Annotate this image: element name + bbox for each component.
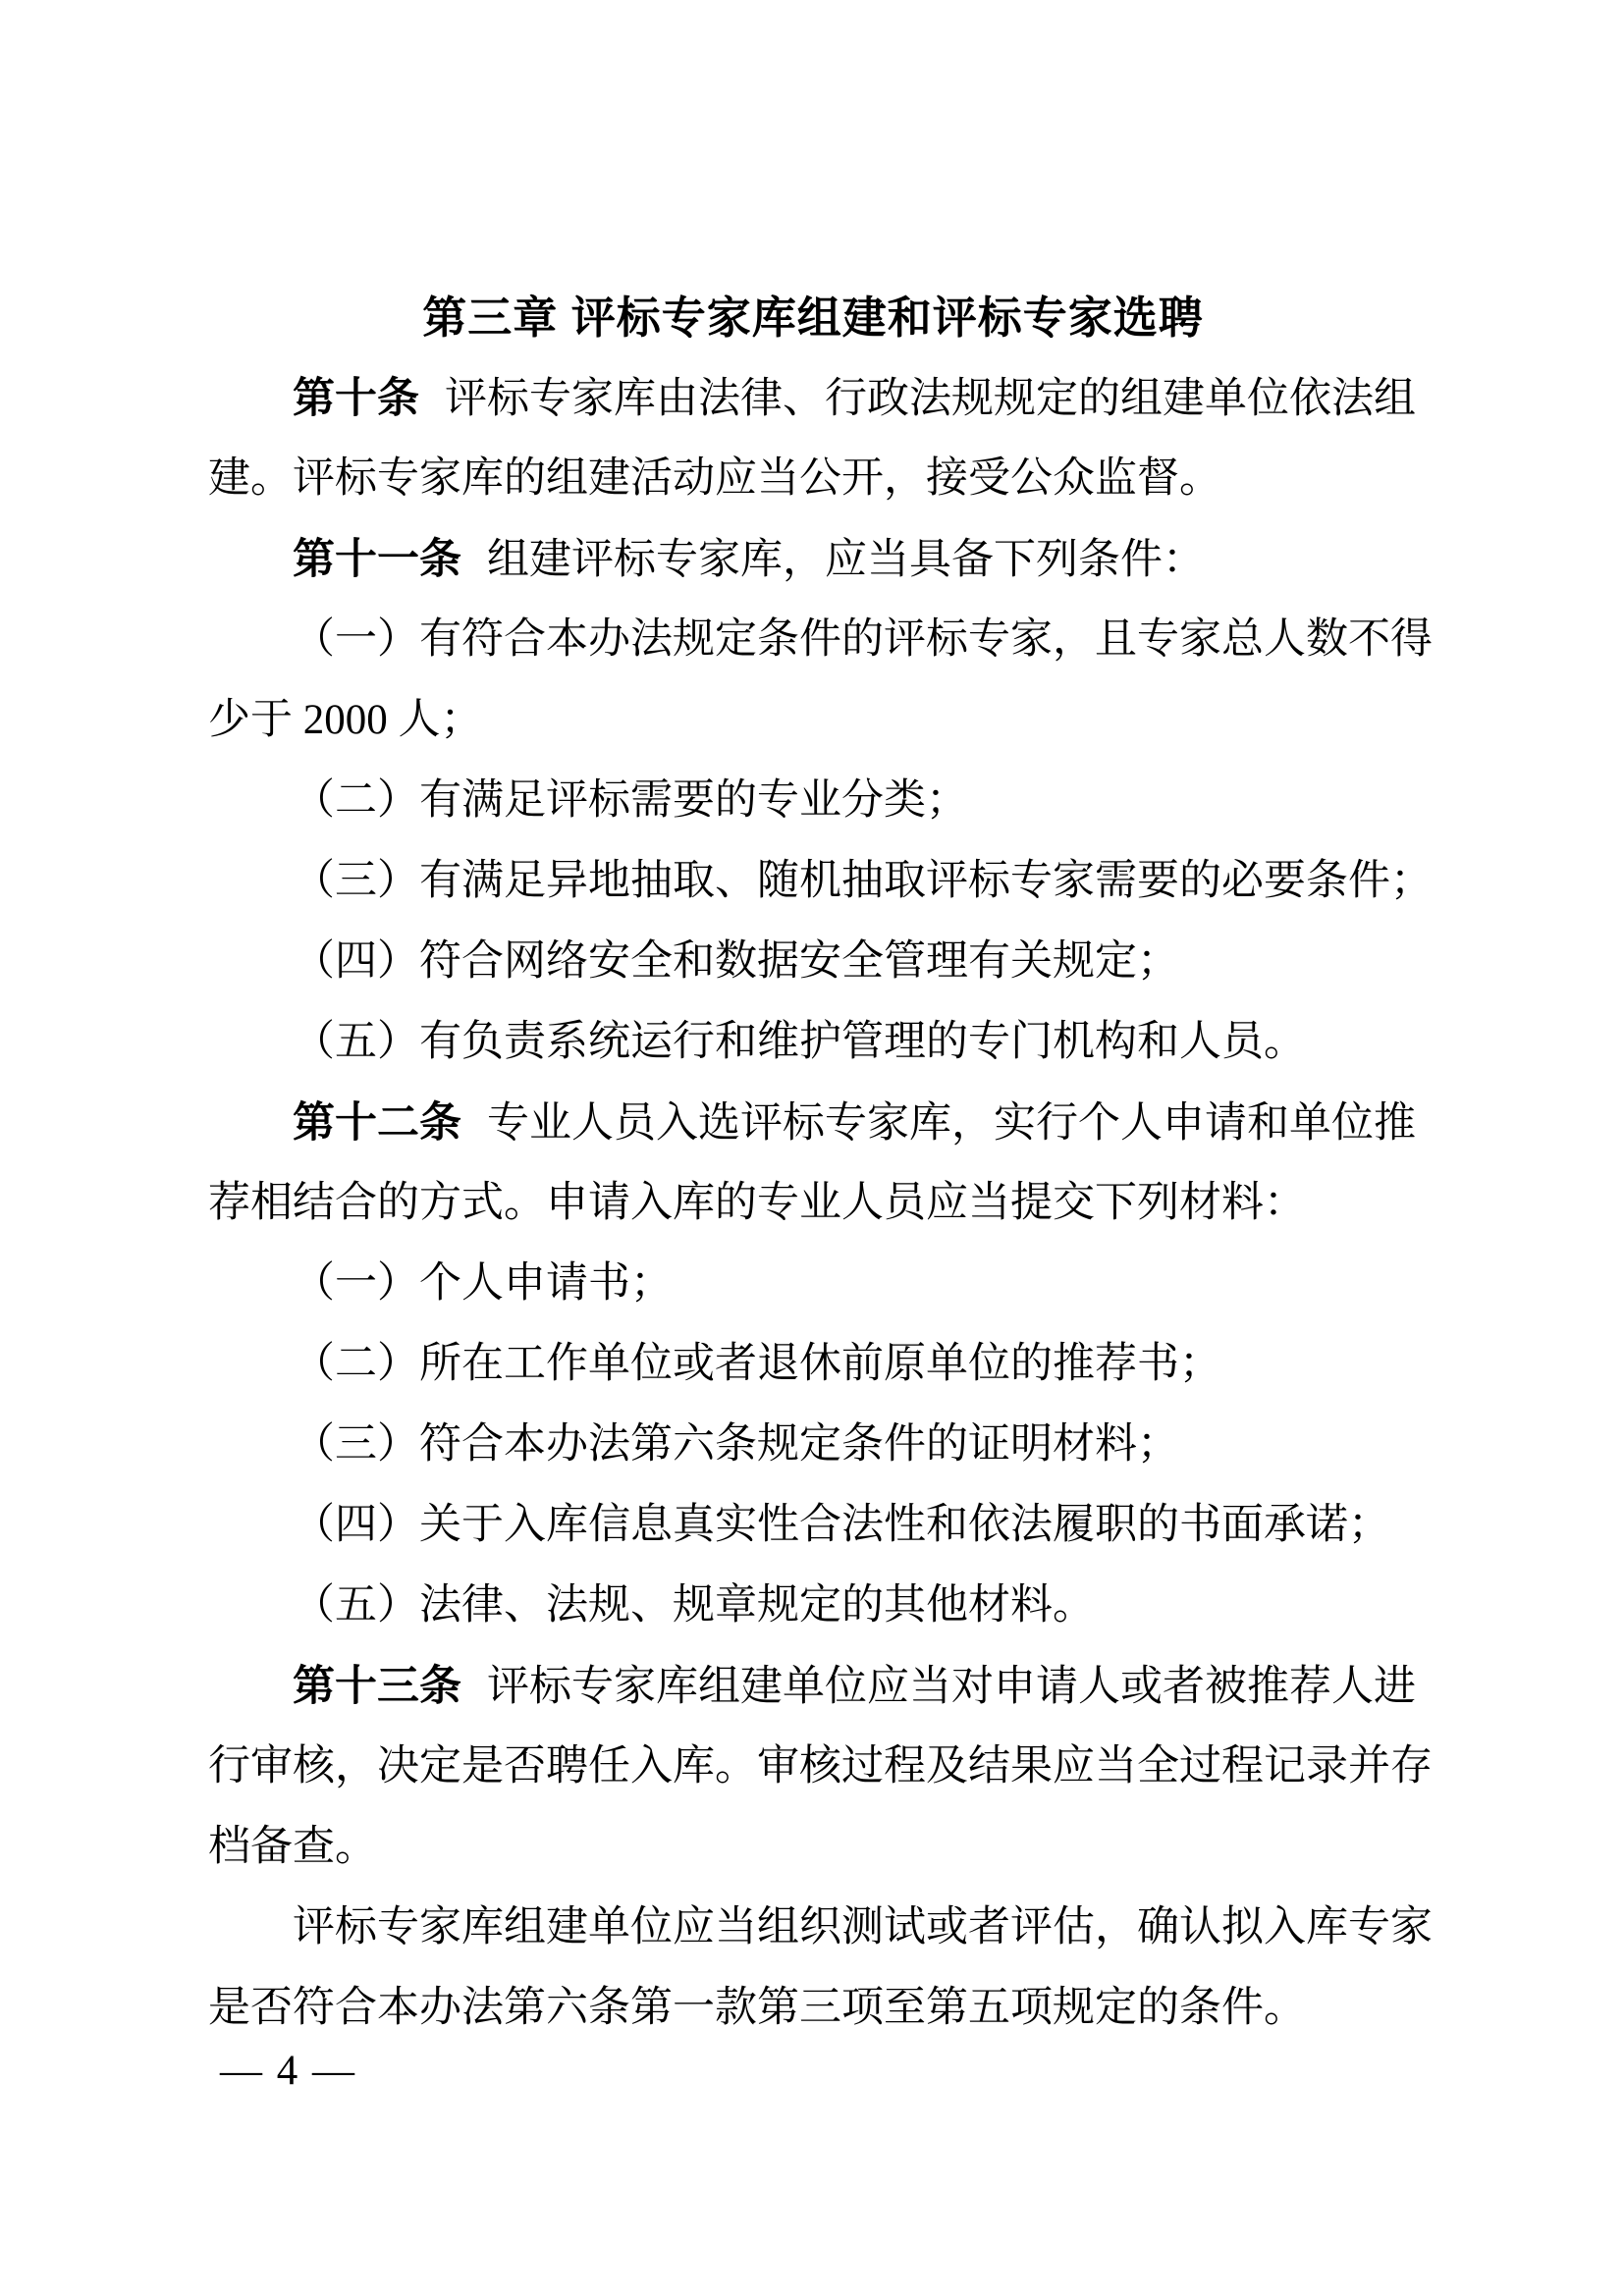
- line-text: （三）符合本办法第六条规定条件的证明材料；: [293, 1421, 1179, 1468]
- line-text: 是否符合本办法第六条第一款第三项至第五项规定的条件。: [208, 1985, 1306, 2031]
- text-line: [208, 1163, 1418, 1244]
- line-text: 评标专家库由法律、行政法规规定的组建单位依法组: [445, 376, 1416, 422]
- text-line: [208, 1083, 1418, 1163]
- line-text: （四）符合网络安全和数据安全管理有关规定；: [293, 938, 1179, 985]
- line-text: 行审核，决定是否聘任入库。审核过程及结果应当全过程记录并存: [208, 1743, 1433, 1789]
- text-line: [208, 519, 1418, 600]
- line-text: 档备查。: [208, 1824, 377, 1870]
- text-line: [208, 1566, 1418, 1646]
- chapter-title: 第三章 评标专家库组建和评标专家选聘: [422, 293, 1204, 343]
- line-text: 评标专家库组建单位应当组织测试或者评估，确认拟入库专家: [293, 1904, 1433, 1950]
- text-line: [208, 1807, 1418, 1888]
- text-line: [208, 680, 1418, 761]
- line-text: （一）个人申请书；: [293, 1260, 673, 1307]
- text-line: [208, 600, 1433, 680]
- text-line: [208, 1002, 1418, 1083]
- text-line: [208, 1244, 1418, 1324]
- line-text: （四）关于入库信息真实性合法性和依法履职的书面承诺；: [293, 1502, 1390, 1548]
- text-line: [208, 1646, 1418, 1727]
- line-text: （五）有负责系统运行和维护管理的专门机构和人员。: [293, 1019, 1306, 1065]
- body-lines: [208, 358, 1433, 2049]
- article-number: 第十三条: [293, 1663, 461, 1710]
- line-text: （二）所在工作单位或者退休前原单位的推荐书；: [293, 1341, 1221, 1387]
- line-text: （二）有满足评标需要的专业分类；: [293, 777, 968, 824]
- page-number: — 4 —: [220, 2048, 356, 2094]
- line-text: 评标专家库组建单位应当对申请人或者被推荐人进: [487, 1664, 1416, 1710]
- text-line: [208, 1727, 1433, 1807]
- text-line: [208, 358, 1418, 439]
- text-line: [208, 761, 1418, 841]
- text-line: [208, 1405, 1418, 1485]
- article-number: 第十条: [293, 375, 419, 422]
- text-line: [208, 841, 1433, 922]
- line-text: （一）有符合本办法规定条件的评标专家，且专家总人数不得: [293, 616, 1433, 663]
- text-line: [208, 1485, 1418, 1566]
- line-text: （五）法律、法规、规章规定的其他材料。: [293, 1582, 1095, 1629]
- line-text: 专业人员入选评标专家库，实行个人申请和单位推: [487, 1100, 1416, 1147]
- text-line: [208, 1888, 1433, 1968]
- text-line: [208, 1968, 1418, 2049]
- text-line: [208, 439, 1418, 519]
- line-text: 组建评标专家库，应当具备下列条件：: [487, 537, 1205, 583]
- text-line: [208, 922, 1418, 1002]
- line-text: 建。评标专家库的组建活动应当公开，接受公众监督。: [208, 455, 1221, 502]
- text-line: [208, 1324, 1418, 1405]
- document-body: [208, 278, 1433, 2049]
- article-number: 第十一条: [293, 536, 461, 583]
- line-text: 荐相结合的方式。申请入库的专业人员应当提交下列材料：: [208, 1180, 1306, 1226]
- line-text: （三）有满足异地抽取、随机抽取评标专家需要的必要条件；: [293, 858, 1433, 904]
- article-number: 第十二条: [293, 1099, 461, 1147]
- line-text: 少于 2000 人；: [208, 697, 483, 743]
